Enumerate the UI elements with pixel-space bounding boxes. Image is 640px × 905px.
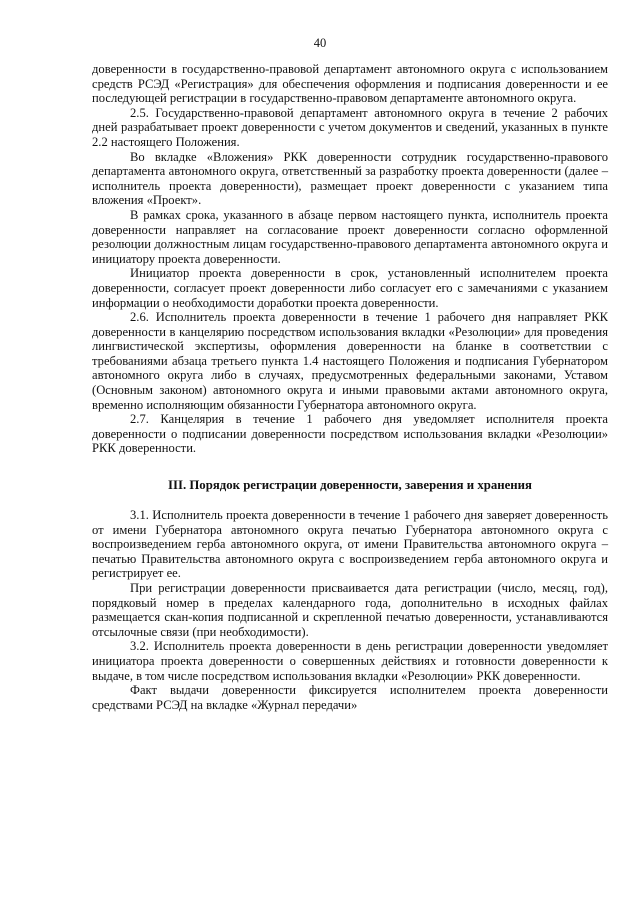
paragraph: Во вкладке «Вложения» РКК доверенности сотрудник государственно-правового департамента автономного округа, ответственный за разработку проекта доверенности (далее – исполнитель проекта доверенности), размещает проект доверенности с указанием типа вложения «Проект». [92,149,608,208]
paragraph: доверенности в государственно-правовой департамент автономного округа с использованием средств РСЭД «Регистрация» для обеспечения оформления и подписания доверенности и ее последующей регистрации в государственно-правовом департаменте автономного округа. [92,62,608,106]
paragraph: Факт выдачи доверенности фиксируется исполнителем проекта доверенности средствами РСЭД на вкладке «Журнал передачи» [92,683,608,712]
paragraph: Инициатор проекта доверенности в срок, установленный исполнителем проекта доверенности, согласует проект доверенности либо согласует его с замечаниями с указанием информации о необходимости доработки проекта доверенности. [92,266,608,310]
document-body [92,62,608,712]
paragraph: При регистрации доверенности присваивается дата регистрации (число, месяц, год), порядковый номер в пределах календарного года, дополнительно в исходных файлах размещается скан-копия подписанной и скрепленной печатью доверенности, устанавливаются отсылочные связи (при необходимости). [92,581,608,639]
page-number: 40 [313,36,327,50]
paragraph: 2.6. Исполнитель проекта доверенности в течение 1 рабочего дня направляет РКК доверенности в канцелярию посредством использования вкладки «Резолюции» для проведения лингвистической экспертизы, оформления доверенности на бланке в соответствии с требованиями абзаца третьего пункта 1.4 настоящего Положения и подписания Губернатором автономного округа либо в случаях, предусмотренных федеральными законами, Уставом (Основным законом) автономного округа и иными правовыми актами автономного округа, временно исполняющим обязанности Губернатора автономного округа. [92,310,608,412]
paragraph: В рамках срока, указанного в абзаце первом настоящего пункта, исполнитель проекта доверенности направляет на согласование проект доверенности согласно оформленной резолюции должностным лицам государственно-правового департамента автономного округа и инициатору проекта доверенности. [92,207,608,266]
paragraph: 3.1. Исполнитель проекта доверенности в течение 1 рабочего дня заверяет доверенность от имени Губернатора автономного округа печатью Губернатора автономного округа с воспроизведением герба автономного округа, от имени Правительства автономного округа – печатью Правительства автономного округа с воспроизведением герба автономного округа и регистрирует ее. [92,508,608,581]
section-heading: III. Порядок регистрации доверенности, заверения и хранения [168,478,532,493]
paragraph: 3.2. Исполнитель проекта доверенности в день регистрации доверенности уведомляет инициатора проекта доверенности о совершенных действиях и готовности доверенности к выдаче, в том числе посредством использования вкладки «Резолюции» РКК доверенности. [92,639,608,683]
paragraph: 2.5. Государственно-правовой департамент автономного округа в течение 2 рабочих дней разрабатывает проект доверенности с учетом документов и сведений, указанных в пункте 2.2 настоящего Положения. [92,105,608,149]
paragraph: 2.7. Канцелярия в течение 1 рабочего дня уведомляет исполнителя проекта доверенности о подписании доверенности посредством использования вкладки «Резолюции» РКК доверенности. [92,412,608,456]
